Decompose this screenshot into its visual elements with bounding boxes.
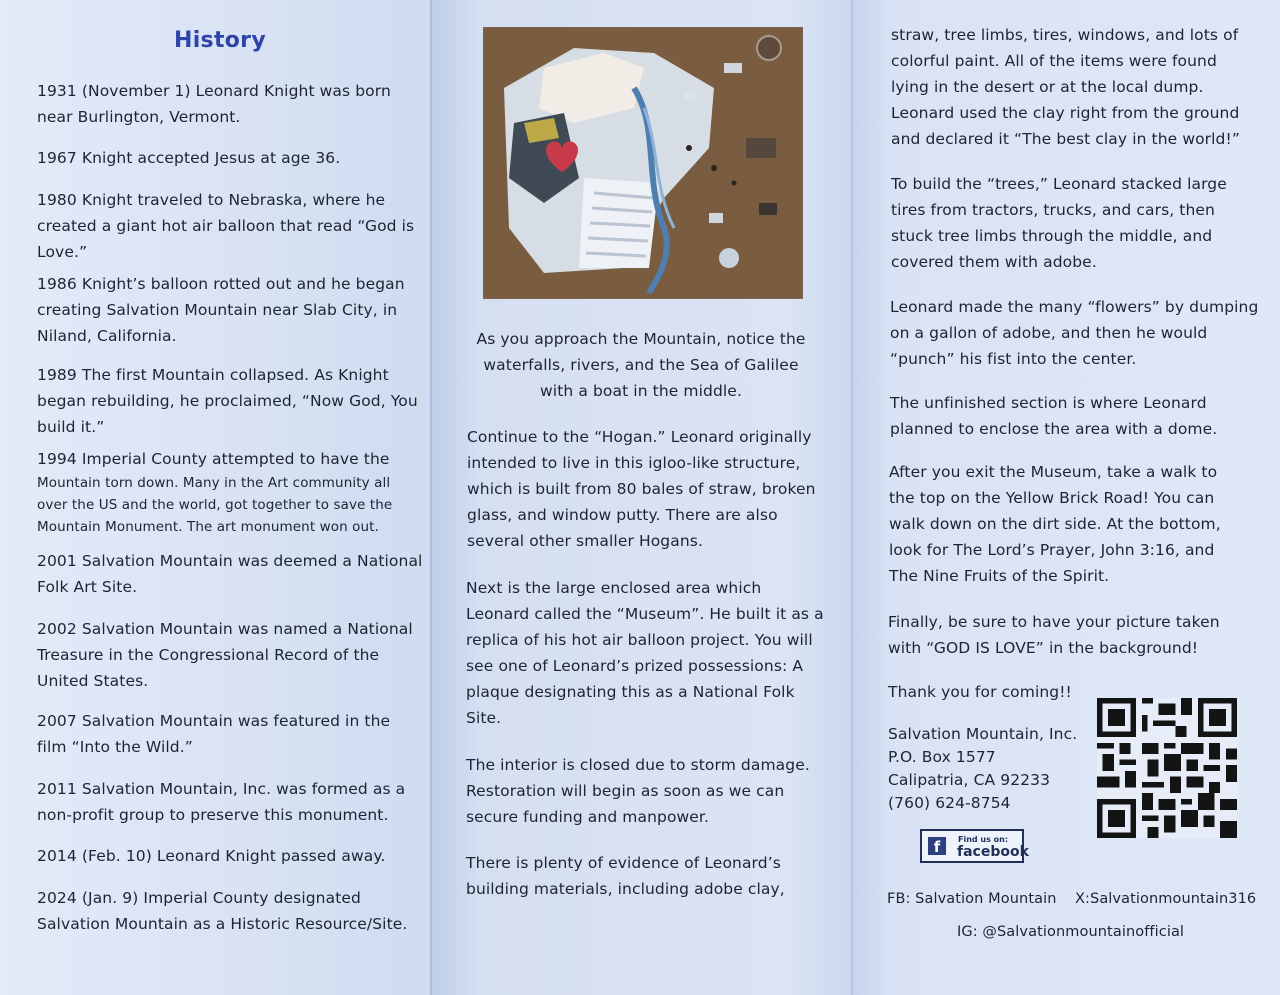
history-entry-1967: 1967 Knight accepted Jesus at age 36. xyxy=(37,149,341,167)
history-entry-1980: 1980 Knight traveled to Nebraska, where he created a giant hot air balloon that read “God is Love.” xyxy=(37,191,415,261)
finally-paragraph: Finally, be sure to have your picture taken with “GOD IS LOVE” in the background! xyxy=(888,613,1220,657)
social-x: X:Salvationmountain316 xyxy=(1075,891,1257,907)
facebook-find-label: Find us on: xyxy=(958,835,1009,844)
history-title: History xyxy=(174,28,266,53)
history-entry-1931: 1931 (November 1) Leonard Knight was born near Burlington, Vermont. xyxy=(37,82,391,126)
qr-code[interactable] xyxy=(1097,698,1237,838)
unfinished-paragraph: The unfinished section is where Leonard planned to enclose the area with a dome. xyxy=(890,394,1218,438)
materials-paragraph: straw, tree limbs, tires, windows, and lots of colorful paint. All of the items were found lying in the desert or at the local dump. Leonard used the clay right from the ground and declared it “The best clay in the world!” xyxy=(891,26,1240,148)
trees-paragraph: To build the “trees,” Leonard stacked large tires from tractors, trucks, and cars, then stuck tree limbs through the middle, and covered them with adobe. xyxy=(891,175,1227,271)
facebook-wordmark: facebook xyxy=(957,844,1029,860)
fold-line-left xyxy=(430,0,432,995)
flowers-paragraph: Leonard made the many “flowers” by dumping on a gallon of adobe, and then he would “punch” his fist into the center. xyxy=(890,298,1259,368)
history-entry-1986: 1986 Knight’s balloon rotted out and he began creating Salvation Mountain near Slab City, in Niland, California. xyxy=(37,275,405,345)
find-us-on-facebook-badge[interactable] xyxy=(920,829,1029,863)
social-facebook: FB: Salvation Mountain xyxy=(887,891,1057,907)
exit-paragraph: After you exit the Museum, take a walk to the top on the Yellow Brick Road! You can walk down on the dirt side. At the bottom, look for The Lord’s Prayer, John 3:16, and The Nine Fruits of the Spirit. xyxy=(889,463,1221,585)
history-entry-1994: 1994 Imperial County attempted to have the Mountain torn down. Many in the Art community all over the US and the world, got together to save the Mountain Monument. The art monument won out. xyxy=(37,450,393,535)
history-entry-2007: 2007 Salvation Mountain was featured in the film “Into the Wild.” xyxy=(37,712,391,756)
fold-line-right xyxy=(851,0,853,995)
mailing-address: Salvation Mountain, Inc. P.O. Box 1577 Calipatria, CA 92233 (760) 624-8754 xyxy=(888,725,1078,812)
facebook-f-icon: f xyxy=(928,837,946,855)
photo-caption: As you approach the Mountain, notice the waterfalls, rivers, and the Sea of Galilee with a boat in the middle. xyxy=(476,330,806,400)
history-entry-2002: 2002 Salvation Mountain was named a National Treasure in the Congressional Record of the United States. xyxy=(37,620,413,690)
history-entry-2014: 2014 (Feb. 10) Leonard Knight passed away. xyxy=(37,847,386,865)
thank-you-text: Thank you for coming!! xyxy=(888,683,1072,701)
history-entry-2001: 2001 Salvation Mountain was deemed a National Folk Art Site. xyxy=(37,552,423,596)
aerial-photo-salvation-mountain xyxy=(484,28,802,298)
interior-paragraph: The interior is closed due to storm damage. Restoration will begin as soon as we can secure funding and manpower. xyxy=(466,756,810,826)
history-entry-2011: 2011 Salvation Mountain, Inc. was formed as a non-profit group to preserve this monument. xyxy=(37,780,406,824)
hogan-paragraph: Continue to the “Hogan.” Leonard originally intended to live in this igloo-like structure, which is built from 80 bales of straw, broken glass, and window putty. There are also several other smaller Hogans. xyxy=(467,428,816,550)
evidence-paragraph: There is plenty of evidence of Leonard’s building materials, including adobe clay, xyxy=(466,854,785,898)
history-entry-1989: 1989 The first Mountain collapsed. As Knight began rebuilding, he proclaimed, “Now God, You build it.” xyxy=(37,366,418,436)
history-entry-2024: 2024 (Jan. 9) Imperial County designated Salvation Mountain as a Historic Resource/Site. xyxy=(37,889,408,933)
social-instagram: IG: @Salvationmountainofficial xyxy=(957,924,1185,940)
museum-paragraph: Next is the large enclosed area which Leonard called the “Museum”. He built it as a replica of his hot air balloon project. You will see one of Leonard’s prized possessions: A plaque designating this as a National Folk Site. xyxy=(466,579,824,727)
